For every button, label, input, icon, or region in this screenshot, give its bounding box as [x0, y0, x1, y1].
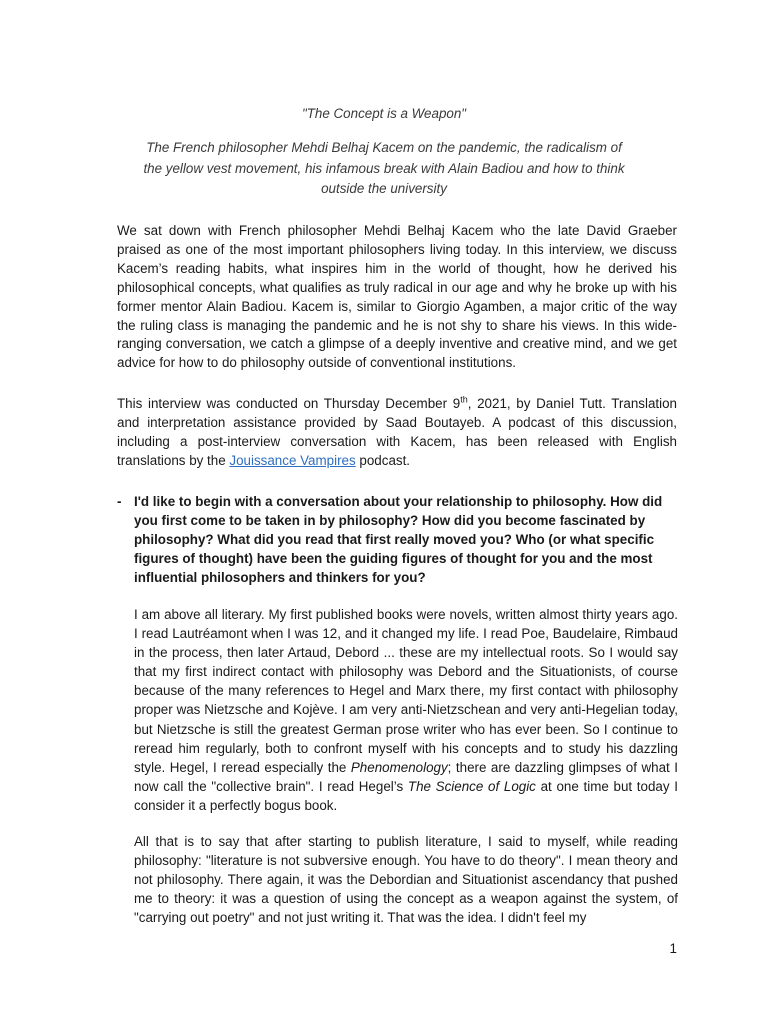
question-bullet: - — [117, 494, 122, 509]
info-text-part3: podcast. — [355, 452, 411, 468]
answer1-italic-phenomenology: Phenomenology — [350, 759, 448, 775]
answer1-part2: ; there are dazzling glimpses of what I now call the "collective brain". I read Hegel’s — [134, 759, 678, 794]
answer1-italic-science-of-logic: The Science of Logic — [407, 778, 536, 794]
info-superscript: th — [460, 394, 468, 405]
interview-info-paragraph — [117, 395, 677, 471]
intro-paragraph: We sat down with French philosopher Mehdi Belhaj Kacem who the late David Graeber praised as one of the most important philosophers living today. In this interview, we discuss Kacem’s reading habits, what inspires him in the world of thought, how he derived his philosophical concepts, what qualifies as truly radical in our age and why he broke up with his former mentor Alain Badiou. Kacem is, similar to Giorgio Agamben, a major critic of the way the ruling class is managing the pandemic and he is not shy to share his views. In this wide-ranging conversation, we catch a glimpse of a deeply inventive and creative mind, and we get advice for how to do philosophy outside of conventional institutions. — [117, 223, 677, 371]
jouissance-vampires-link[interactable]: Jouissance Vampires — [229, 452, 356, 468]
answer-paragraph-2: All that is to say that after starting to publish literature, I said to myself, while reading philosophy: "literature is not subversive enough. You have to do theory". I mean theory and not philosophy. There again, it was the Debordian and Situationist ascendancy that pushed me to theory: it was a question of using the concept as a weapon against the system, of "carrying out poetry" and not just writing it. That was the idea. I didn't feel my — [134, 834, 678, 926]
page-number: 1 — [669, 941, 677, 956]
info-text-part2: , 2021, by Daniel Tutt. Translation and interpretation assistance provided by Saad Boutayeb. A podcast of this discussion, including a post-interview conversation with Kacem, has been released with English translations by the — [117, 396, 677, 468]
answer-paragraph-1 — [134, 605, 678, 815]
info-text-part1: This interview was conducted on Thursday December 9 — [117, 396, 461, 411]
article-subtitle: The French philosopher Mehdi Belhaj Kacem on the pandemic, the radicalism of the yellow vest movement, his infamous break with Alain Badiou and how to think outside the university — [143, 140, 625, 196]
article-title: "The Concept is a Weapon" — [301, 106, 467, 121]
interview-question: I'd like to begin with a conversation about your relationship to philosophy. How did you first come to be taken in by philosophy? How did you become fascinated by philosophy? What did you read that first really moved you? Who (or what specific figures of thought) have been the guiding figures of thought for you and the most influential philosophers and thinkers for you? — [134, 494, 663, 586]
answer1-part3: at one time but today I consider it a perfectly bogus book. — [134, 778, 678, 813]
answer1-part1: I am above all literary. My first published books were novels, written almost thirty years ago. I read Lautréamont when I was 12, and it changed my life. I read Poe, Baudelaire, Rimbaud in the process, then later Artaud, Debord ... these are my intellectual roots. So I would say that my first indirect contact with philosophy was Debord and the Situationists, of course because of the many references to Hegel and Marx there, my first contact with philosophy proper was Nietzsche and Kojève. I am very anti-Nietzschean and very anti-Hegelian today, but Nietzsche is still the greatest German prose writer who has ever been. So I continue to reread him regularly, both to confront myself with his concepts and to study his dazzling style. Hegel, I reread especially the — [134, 607, 678, 775]
